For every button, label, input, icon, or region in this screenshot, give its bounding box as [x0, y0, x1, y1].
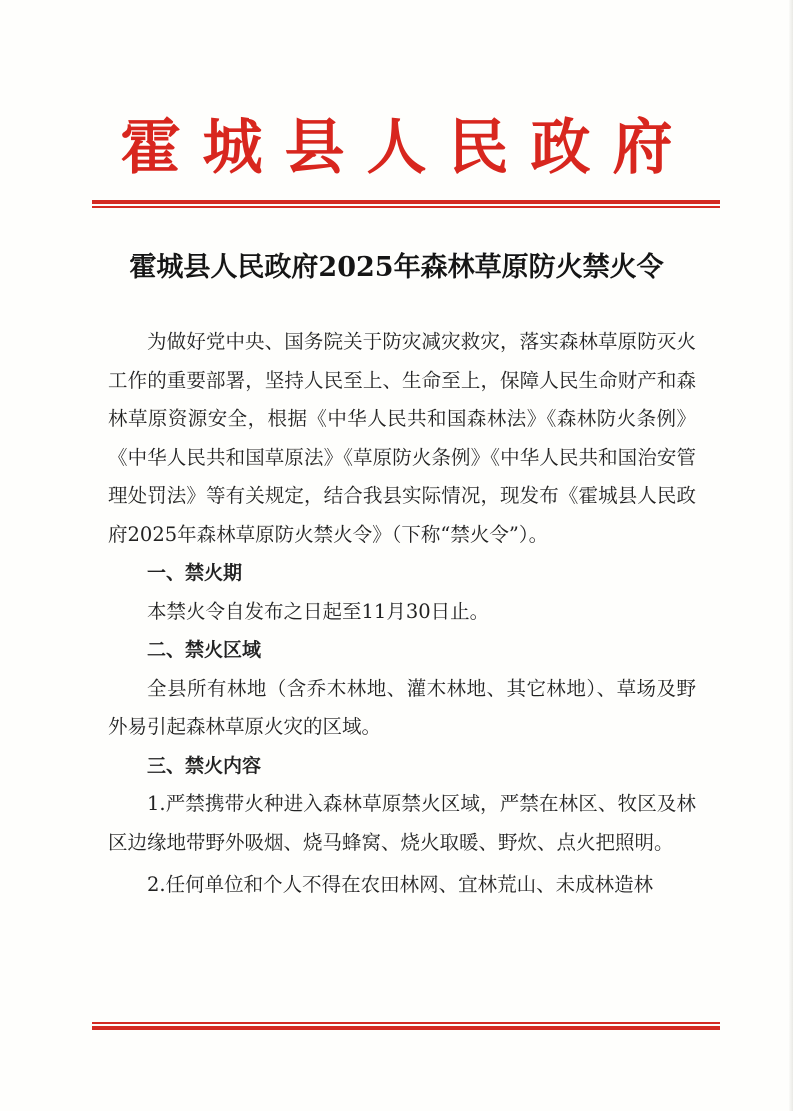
document-body	[108, 323, 696, 905]
section-paragraph: 2.任何单位和个人不得在农田林网、宜林荒山、未成林造林	[147, 873, 654, 896]
section-heading-fire-ban-period: 一、禁火期	[147, 562, 243, 584]
footer-red-rule	[92, 1022, 720, 1030]
masthead-title: 霍城县人民政府	[120, 113, 695, 183]
section-paragraph: 本禁火令自发布之日起至11月30日止。	[147, 599, 490, 623]
intro-paragraph: 为做好党中央、国务院关于防灾减灾救灾，落实森林草原防灭火工作的重要部署，坚持人民至上、生命至上，保障人民生命财产和森林草原资源安全，根据《中华人民共和国森林法》《森林防火条例》《中华人民共和国草原法》《草原防火条例》《中华人民共和国治安管理处罚法》等有关规定，结合我县实际情况，现发布《霍城县人民政府2025年森林草原防火禁火令》（下称“禁火令”）。	[108, 330, 696, 546]
section-paragraph: 全县所有林地（含乔木林地、灌木林地、其它林地）、草场及野外易引起森林草原火灾的区域。	[108, 676, 696, 738]
masthead-red-rule	[92, 200, 720, 208]
section-heading-fire-ban-area: 二、禁火区域	[147, 639, 262, 661]
document-title: 霍城县人民政府2025年森林草原防火禁火令	[129, 252, 664, 283]
scan-edge-shadow	[789, 0, 793, 1111]
section-paragraph: 1.严禁携带火种进入森林草原禁火区域，严禁在林区、牧区及林区边缘地带野外吸烟、烧马蜂窝、烧火取暖、野炊、点火把照明。	[108, 792, 696, 854]
section-heading-fire-ban-content: 三、禁火内容	[147, 754, 262, 777]
